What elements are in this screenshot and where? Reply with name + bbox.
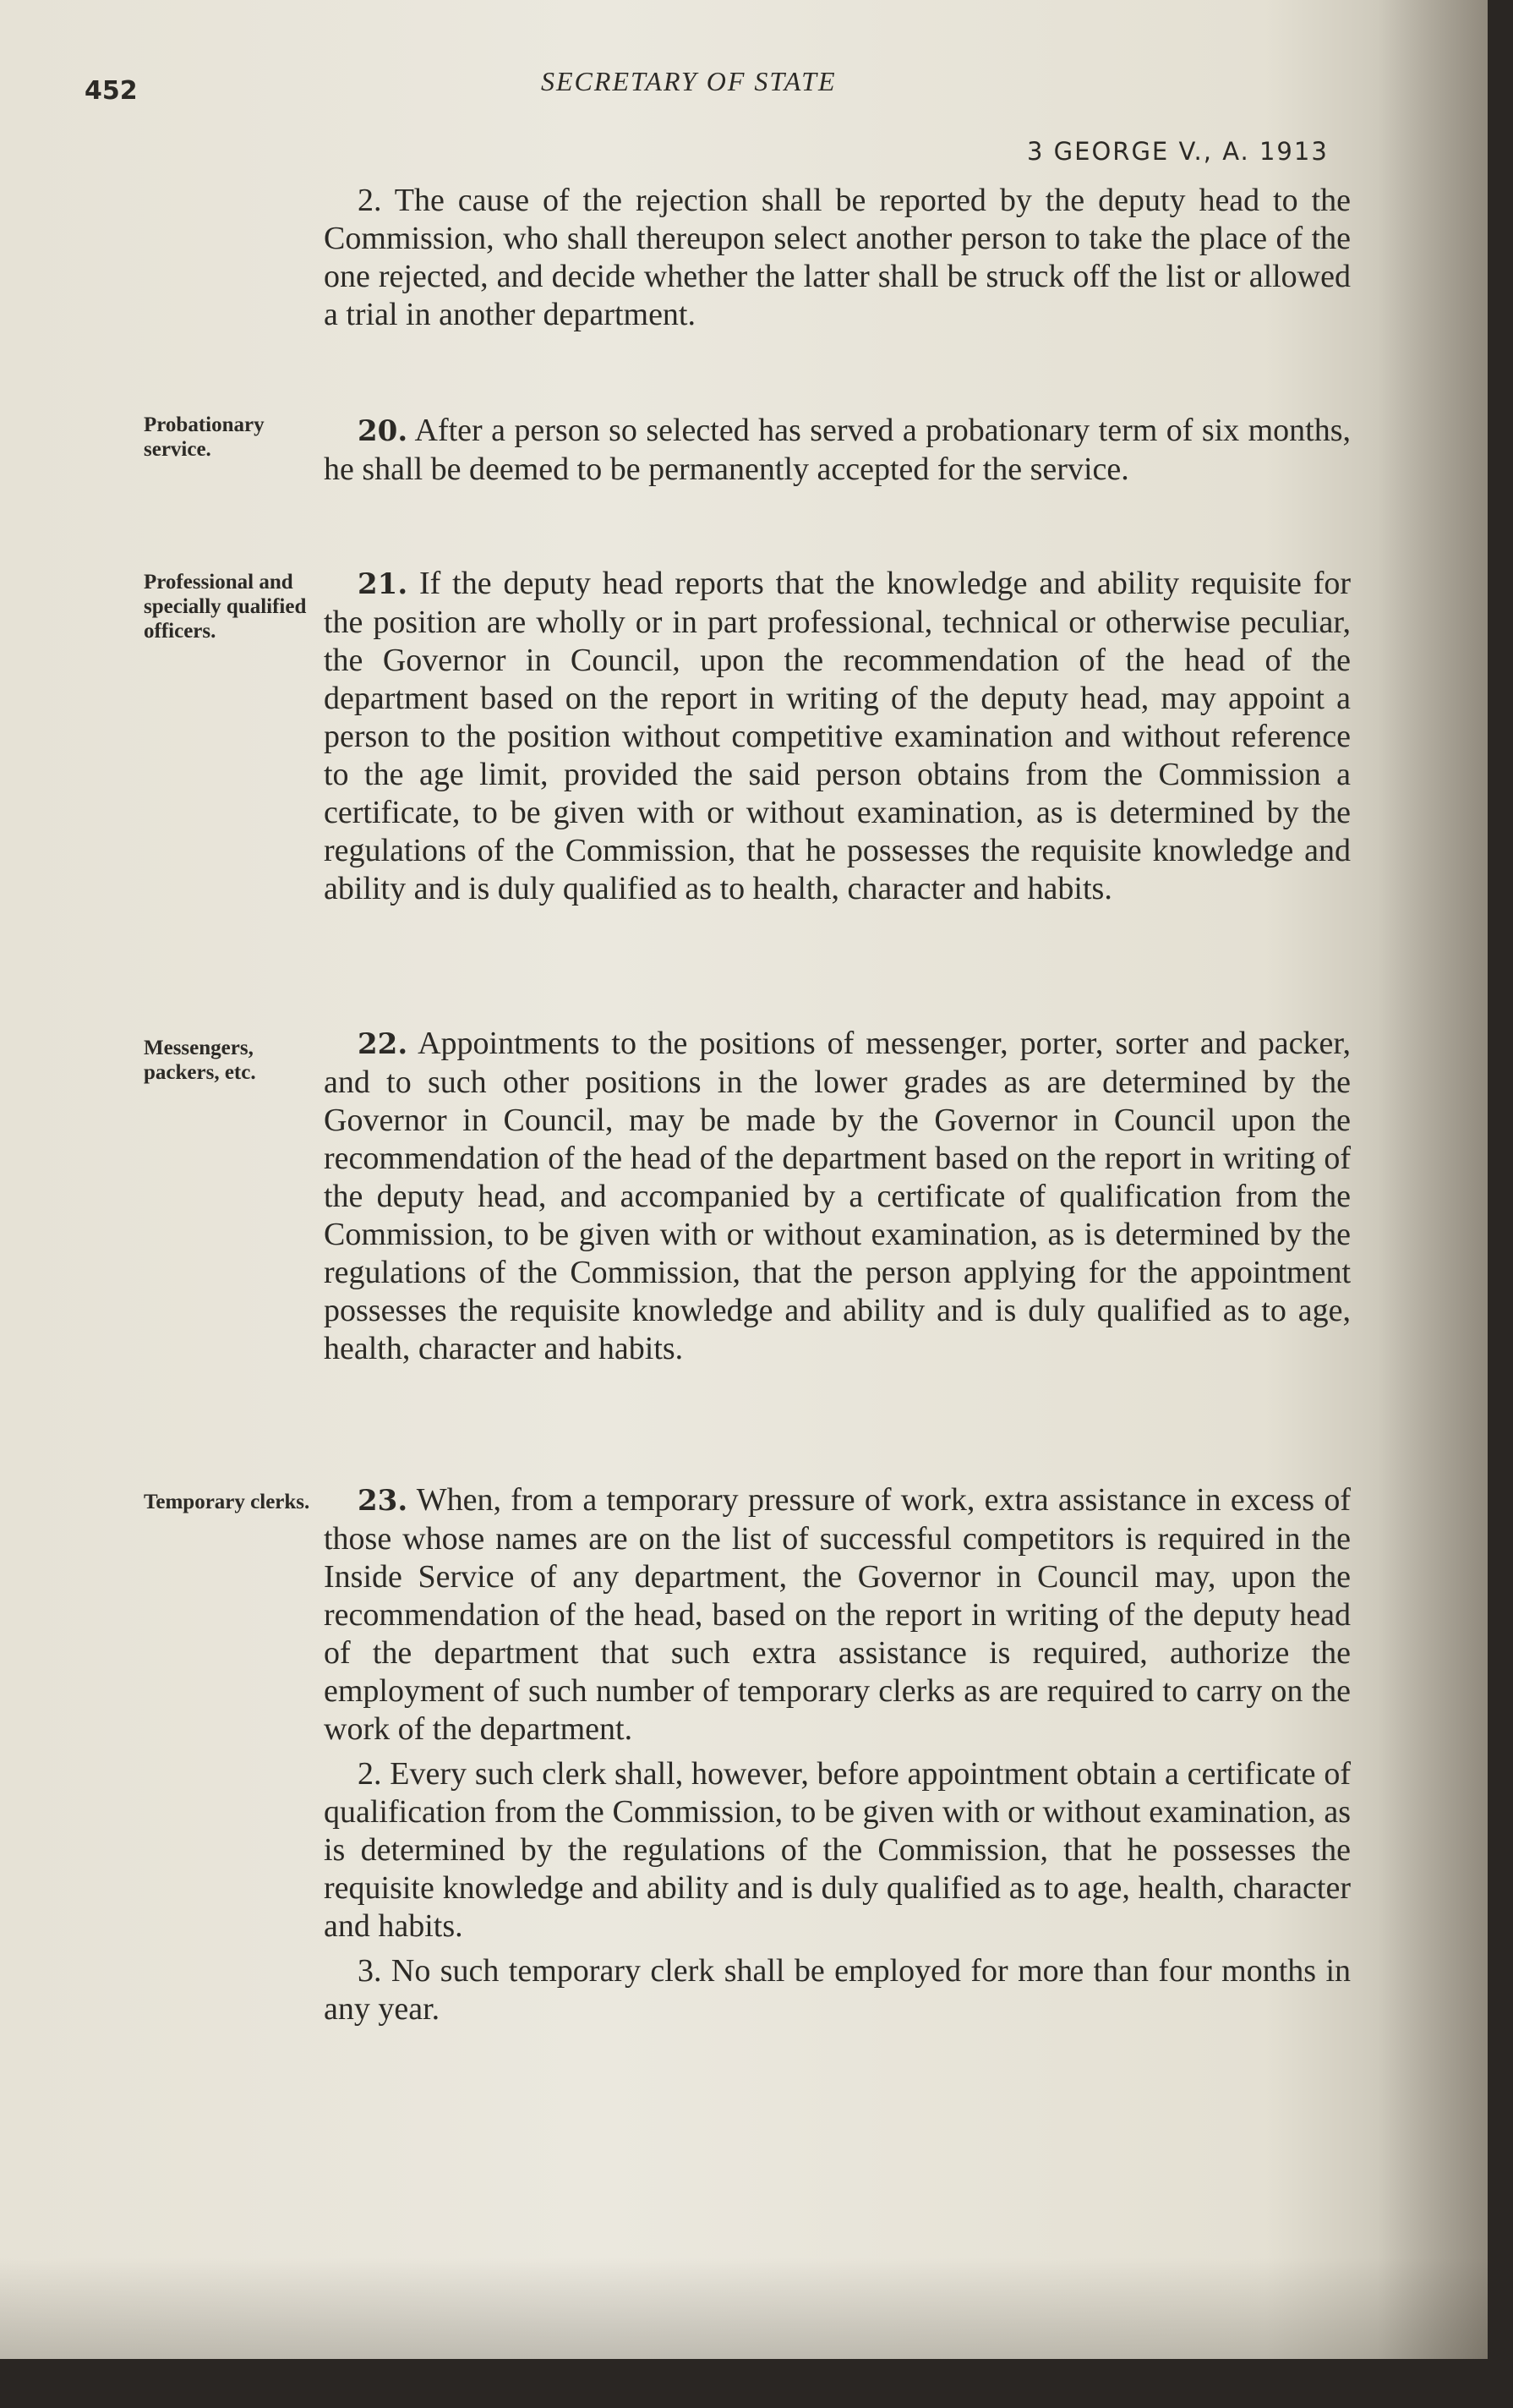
section-number: 23. bbox=[358, 1484, 408, 1518]
paragraph: 3. No such temporary clerk shall be employed for more than four months in any year. bbox=[324, 1953, 1351, 2027]
margin-note-temporary: Temporary clerks. bbox=[144, 1491, 310, 1513]
section-number: 20. bbox=[358, 414, 408, 448]
section-number: 21. bbox=[358, 567, 408, 601]
section-20 bbox=[324, 412, 1351, 489]
paragraph-text: When, from a temporary pressure of work, extra assistance in excess of those whose names are on the list of successful competitors is required in the Inside Service of any department, the Governor in Council may, upon the recommendation of the head, based on the report in writing of the deputy head of the department that such extra assistance is required, authorize the employment of such number of temporary clerks as are required to carry on the work of the department. bbox=[324, 1482, 1351, 1747]
page-number: 452 bbox=[85, 76, 138, 106]
page-bottom-shadow bbox=[0, 2258, 1488, 2359]
paragraph: 2. The cause of the rejection shall be reported by the deputy head to the Commission, who shall thereupon select another person to take the place of the one rejected, and decide whether the latter shall be struck off the list or allowed a trial in another department. bbox=[324, 183, 1351, 332]
page-spine-shadow bbox=[1378, 0, 1488, 2359]
paragraph-text: If the deputy head reports that the knowledge and ability requisite for the position are wholly or in part professional, technical or otherwise peculiar, the Governor in Council, upon the recommendation of the head of the department based on the report in writing of the deputy head, may appoint a person to the position without competitive examination and without reference to the age limit, provided the said person obtains from the Commission a certificate, to be given with or without examination, as is determined by the regulations of the Commission, that he possesses the requisite knowledge and ability and is duly qualified as to health, character and habits. bbox=[324, 566, 1352, 906]
margin-note-probationary: Probationary service. bbox=[144, 413, 265, 461]
section-number: 22. bbox=[358, 1027, 408, 1061]
section-19-subsection-2 bbox=[324, 182, 1351, 334]
running-head: SECRETARY OF STATE bbox=[541, 66, 837, 96]
paragraph bbox=[324, 1481, 1351, 1749]
section-23 bbox=[324, 1481, 1351, 2028]
paragraph bbox=[324, 565, 1351, 908]
paragraph-text: After a person so selected has served a probationary term of six months, he shall be deemed to be permanently accepted for the service. bbox=[324, 413, 1352, 487]
paragraph-text: Appointments to the positions of messenger, porter, sorter and packer, and to such other positions in the lower grades as are determined by the Governor in Council, may be made by the Governor in Council upon the recommendation of the head of the department based on the report in writing of the deputy head, and accompanied by a certificate of qualification from the Commission, to be given with or without examination, as is determined by the regulations of the Commission, that the person applying for the appointment possesses the requisite knowledge and ability and is duly qualified as to age, health, character and habits. bbox=[324, 1026, 1352, 1366]
paragraph bbox=[324, 412, 1351, 489]
section-21 bbox=[324, 565, 1351, 908]
paragraph bbox=[324, 1025, 1351, 1368]
paragraph: 2. Every such clerk shall, however, before appointment obtain a certificate of qualification from the Commission, to be given with or without examination, as is determined by the regulations of the Commission, that he possesses the requisite knowledge and ability and is duly qualified as to age, health, character and habits. bbox=[324, 1756, 1351, 1944]
section-22 bbox=[324, 1025, 1351, 1368]
margin-note-messengers: Messengers, packers, etc. bbox=[144, 1037, 256, 1084]
margin-note-professional: Professional and specially qualified officers. bbox=[144, 571, 307, 643]
session-label: 3 GEORGE V., A. 1913 bbox=[1027, 137, 1329, 166]
